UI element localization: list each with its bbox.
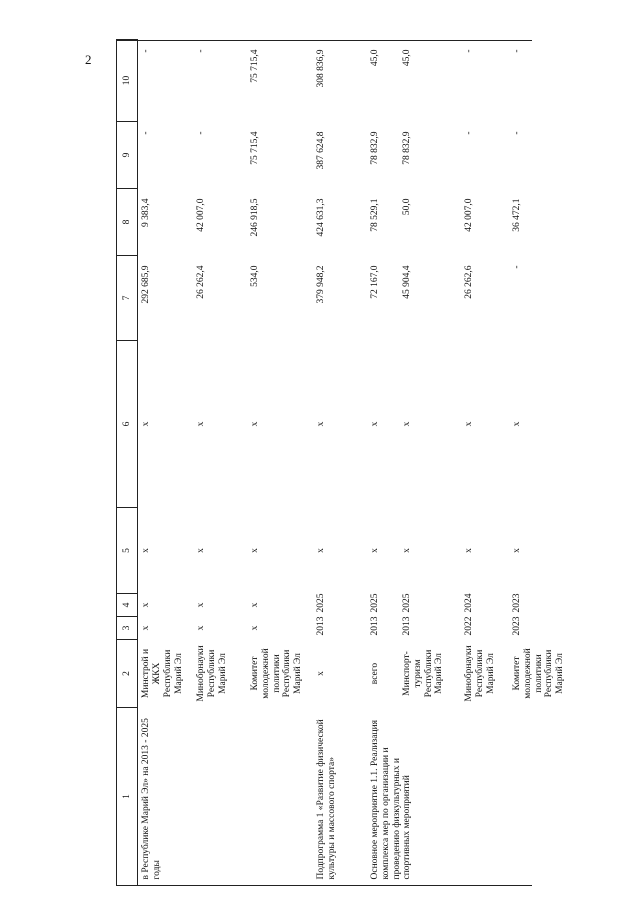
- value-col7-cell: 26 262,6: [463, 265, 474, 299]
- start-year-cell: 2013: [369, 616, 380, 636]
- col6-cell: х: [195, 421, 206, 427]
- table-row: [313, 40, 367, 886]
- value-col10-cell: 45,0: [369, 49, 380, 67]
- value-col9-cell: 78 832,9: [369, 131, 380, 165]
- column-header: 6: [117, 341, 138, 508]
- column-number-row: [117, 40, 138, 886]
- value-col7-cell: -: [511, 265, 522, 269]
- column-header: 1: [117, 708, 138, 886]
- value-col9-cell: 387 624,8: [315, 131, 326, 170]
- program-name-cell: Основное мероприятие 1.1. Реализация комплекса мер по организации и проведению физкультурных и спортивных мероприятий: [369, 719, 413, 880]
- program-name-cell: [461, 708, 509, 886]
- end-year-cell: 2025: [315, 593, 326, 613]
- executor-cell: х: [315, 671, 326, 676]
- start-year-cell: х: [249, 625, 260, 631]
- table-row: [193, 40, 247, 886]
- program-name-cell: в Республике Марий Эл» на 2013 - 2025 годы: [141, 718, 162, 880]
- value-col8-cell: 50,0: [401, 198, 412, 216]
- table-left-border: [116, 885, 532, 886]
- col6-cell: х: [463, 421, 474, 427]
- col5-cell: х: [315, 548, 326, 553]
- start-year-cell: 2013: [401, 616, 412, 636]
- executor-cell: Минстрой и ЖКХ Республики Марий Эл: [141, 648, 184, 699]
- program-name-cell: [509, 708, 575, 886]
- end-year-cell: 2024: [463, 593, 474, 613]
- col5-cell: х: [249, 548, 260, 553]
- col5-cell: х: [369, 548, 380, 553]
- col6-cell: х: [401, 421, 412, 427]
- program-name-cell: [247, 708, 313, 886]
- value-col9-cell: 75 715,4: [249, 131, 260, 165]
- value-col10-cell: 75 715,4: [249, 49, 260, 83]
- col6-cell: х: [369, 421, 380, 427]
- end-year-cell: х: [141, 602, 151, 608]
- column-header: 8: [117, 189, 138, 256]
- value-col7-cell: 26 262,4: [195, 265, 206, 299]
- value-col8-cell: 42 007,0: [195, 198, 206, 232]
- start-year-cell: 2022: [463, 616, 474, 636]
- value-col8-cell: 36 472,1: [511, 198, 522, 232]
- value-col10-cell: -: [141, 49, 151, 53]
- executor-cell: всего: [369, 662, 380, 685]
- value-col9-cell: 78 832,9: [401, 131, 412, 165]
- executor-cell: Комитет молодежной политики Республики Марий Эл: [249, 648, 304, 699]
- value-col8-cell: 78 529,1: [369, 198, 380, 232]
- table-row: [247, 40, 313, 886]
- table-row: [367, 40, 399, 886]
- program-name-cell: [193, 708, 247, 886]
- table-right-border: [116, 40, 532, 41]
- program-name-cell: Подпрограмма 1 «Развитие физической культуры и массового спорта»: [315, 719, 337, 880]
- end-year-cell: 2025: [401, 593, 412, 613]
- executor-cell: Комитет молодежной политики Республики Марий Эл: [511, 648, 566, 699]
- value-col8-cell: 42 007,0: [463, 198, 474, 232]
- value-col10-cell: -: [195, 49, 206, 53]
- column-header: 4: [117, 594, 138, 617]
- col6-cell: х: [315, 421, 326, 427]
- value-col9-cell: -: [511, 131, 522, 135]
- col6-cell: х: [249, 421, 260, 427]
- value-col10-cell: -: [511, 49, 522, 53]
- value-col9-cell: -: [463, 131, 474, 135]
- start-year-cell: 2013: [315, 616, 326, 636]
- col6-cell: х: [141, 421, 151, 427]
- executor-cell: Минспорт-туризм Республики Марий Эл: [401, 649, 445, 698]
- value-col7-cell: 72 167,0: [369, 265, 380, 299]
- value-col7-cell: 534,0: [249, 265, 260, 287]
- column-header: 3: [117, 617, 138, 640]
- value-col10-cell: 45,0: [401, 49, 412, 67]
- rotated-table-container: [116, 40, 566, 886]
- table-row: [509, 40, 575, 886]
- col5-cell: х: [401, 548, 412, 553]
- value-col7-cell: 379 948,2: [315, 265, 326, 304]
- column-header: 5: [117, 508, 138, 594]
- end-year-cell: 2025: [369, 593, 380, 613]
- end-year-cell: х: [249, 602, 260, 608]
- value-col9-cell: -: [141, 131, 151, 135]
- table-row: [138, 40, 193, 886]
- value-col9-cell: -: [195, 131, 206, 135]
- col5-cell: х: [511, 548, 522, 553]
- column-header: 2: [117, 640, 138, 708]
- start-year-cell: х: [195, 625, 206, 631]
- value-col8-cell: 424 631,3: [315, 198, 326, 237]
- page-number: 2: [85, 52, 92, 67]
- column-header: 7: [117, 256, 138, 341]
- start-year-cell: 2023: [511, 616, 522, 636]
- value-col10-cell: -: [463, 49, 474, 53]
- end-year-cell: 2023: [511, 593, 522, 613]
- col5-cell: х: [141, 548, 151, 553]
- col5-cell: х: [463, 548, 474, 553]
- table-row: [461, 40, 509, 886]
- executor-cell: Минобрнауки Республики Марий Эл: [195, 645, 228, 702]
- column-header: 10: [117, 40, 138, 122]
- value-col8-cell: 9 383,4: [141, 198, 151, 227]
- value-col7-cell: 292 685,9: [141, 265, 151, 304]
- value-col8-cell: 246 918,5: [249, 198, 260, 237]
- start-year-cell: х: [141, 625, 151, 631]
- col6-cell: х: [511, 421, 522, 427]
- column-header: 9: [117, 122, 138, 189]
- executor-cell: Минобрнауки Республики Марий Эл: [463, 645, 496, 702]
- budget-table: [116, 39, 575, 886]
- value-col10-cell: 308 836,9: [315, 49, 326, 88]
- col5-cell: х: [195, 548, 206, 553]
- value-col7-cell: 45 904,4: [401, 265, 412, 299]
- end-year-cell: х: [195, 602, 206, 608]
